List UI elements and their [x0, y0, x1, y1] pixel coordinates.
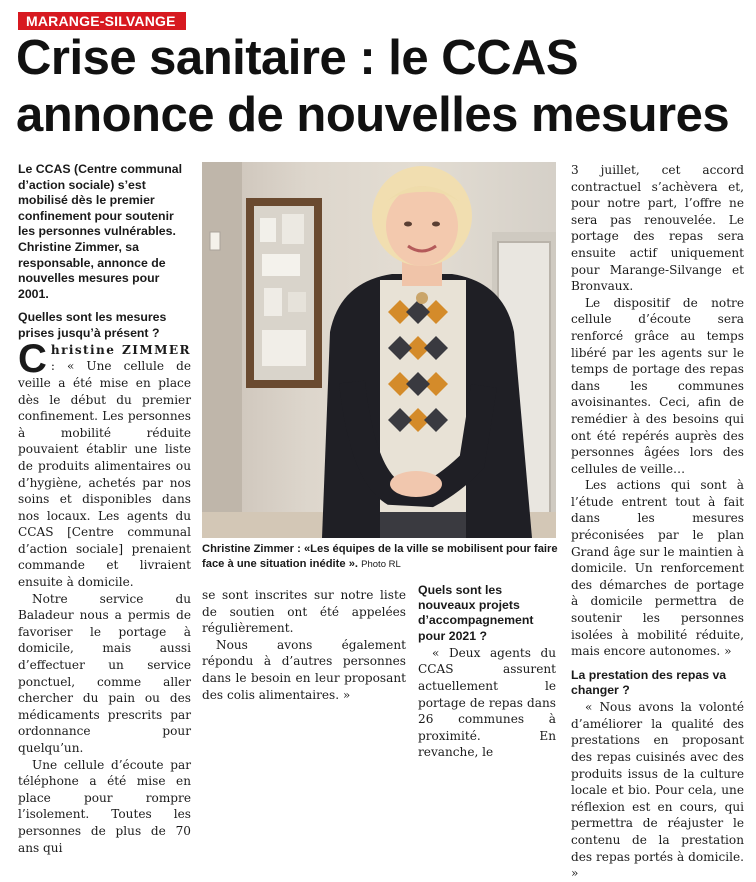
column-4 — [571, 162, 744, 882]
question-3: La prestation des repas va changer ? — [571, 667, 727, 698]
column-2-paragraph-1: se sont inscrites sur notre liste de soutien ont été appelées régulièrement. — [202, 588, 406, 636]
answer-paragraph-1 — [18, 336, 191, 591]
photo-caption — [202, 542, 562, 572]
column-3-paragraph-1: « Deux agents du CCAS assurent actuellement le portage de repas dans 26 communes à proximité. En revanche, le — [418, 645, 556, 760]
column-2-paragraph-2: Nous avons également répondu à d’autres personnes dans le besoin en leur proposant des colis alimentaires. » — [202, 637, 406, 702]
article-photo — [202, 162, 556, 538]
answer-paragraph-2: Notre service du Baladeur nous a permis de favoriser le portage à domicile, mais aussi d’effectuer un service ponctuel, comme aller chercher du pain ou des médicaments prescrits par ordonnance pour quelqu’un. — [18, 591, 191, 755]
column-4-paragraph-2: Le dispositif de notre cellule d’écoute sera renforcé grâce au temps libéré par les agents sur le temps de portage des repas dans les communes avoisinantes. Ceci, afin de remédier à des besoins qui ont été repérés auprès des personnes âgées lors des cellules de veille… — [571, 295, 744, 476]
headline-line-2: annonce de nouvelles mesures — [16, 88, 730, 142]
answer-paragraph-3: Une cellule d’écoute par téléphone a été mise en place pour rompre l’isolement. Toutes les personnes de plus de 70 ans qui — [18, 757, 191, 855]
caption-text: Christine Zimmer : «Les équipes de la ville se mobilisent pour faire face à une situation inédite ». — [202, 543, 558, 570]
speaker-name: hristine ZIMMER — [50, 342, 191, 357]
drop-cap: C — [18, 336, 47, 381]
question-1: Quelles sont les mesures prises jusqu’à présent ? — [18, 310, 167, 340]
column-4-paragraph-1: 3 juillet, cet accord contractuel s’achèvera et, pour notre part, l’offre ne sera pas renouvelée. Le portage des repas sera ensuite actif uniquement pour Marange-Silvange et Bronvaux. — [571, 163, 744, 294]
column-1 — [18, 162, 191, 856]
question-2: Quels sont les nouveaux projets d’accompagnement pour 2021 ? — [418, 583, 534, 643]
portrait-photo-icon — [202, 162, 556, 538]
lead-paragraph: Le CCAS (Centre communal d’action sociale) s’est mobilisé dès le premier confinement pour soutenir les personnes vulnérables. Christine Zimmer, sa responsable, annonce de nouvelles mesures pour 2001. — [18, 162, 182, 301]
answer-text-1: : « Une cellule de veille a été mise en place dès le début du premier confinement. Les personnes à mobilité réduite pouvaient établir une liste de produits alimentaires ou d’hygiène, achetés par nos soins et disponibles dans nos locaux. Les agents du CCAS [Centre communal d’action sociale] prenaient commande et livraient ensuite à domicile. — [18, 359, 191, 590]
column-4-paragraph-3: Les actions qui sont à l’étude entrent tout à fait dans les mesures préconisées par le plan Grand âge sur le maintien à domicile. Un renforcement des démarches de portage à domicile permettra de soutenir les personnes isolées à mobilité réduite, mais encore autonomes. » — [571, 478, 744, 659]
column-3 — [418, 583, 556, 761]
photo-credit: Photo RL — [361, 559, 401, 570]
column-2 — [202, 587, 406, 703]
headline-line-1: Crise sanitaire : le CCAS — [16, 31, 579, 85]
column-4-paragraph-4: « Nous avons la volonté d’améliorer la qualité des prestations en proposant des repas cuisinés avec des produits issus de la culture locale et bio. Pour cela, une réflexion est en cours, qui permettra de réajuster le contenu de la prestation des repas portés à domicile. » — [571, 700, 744, 881]
section-kicker: MARANGE-SILVANGE — [18, 12, 186, 30]
headline — [16, 30, 746, 144]
